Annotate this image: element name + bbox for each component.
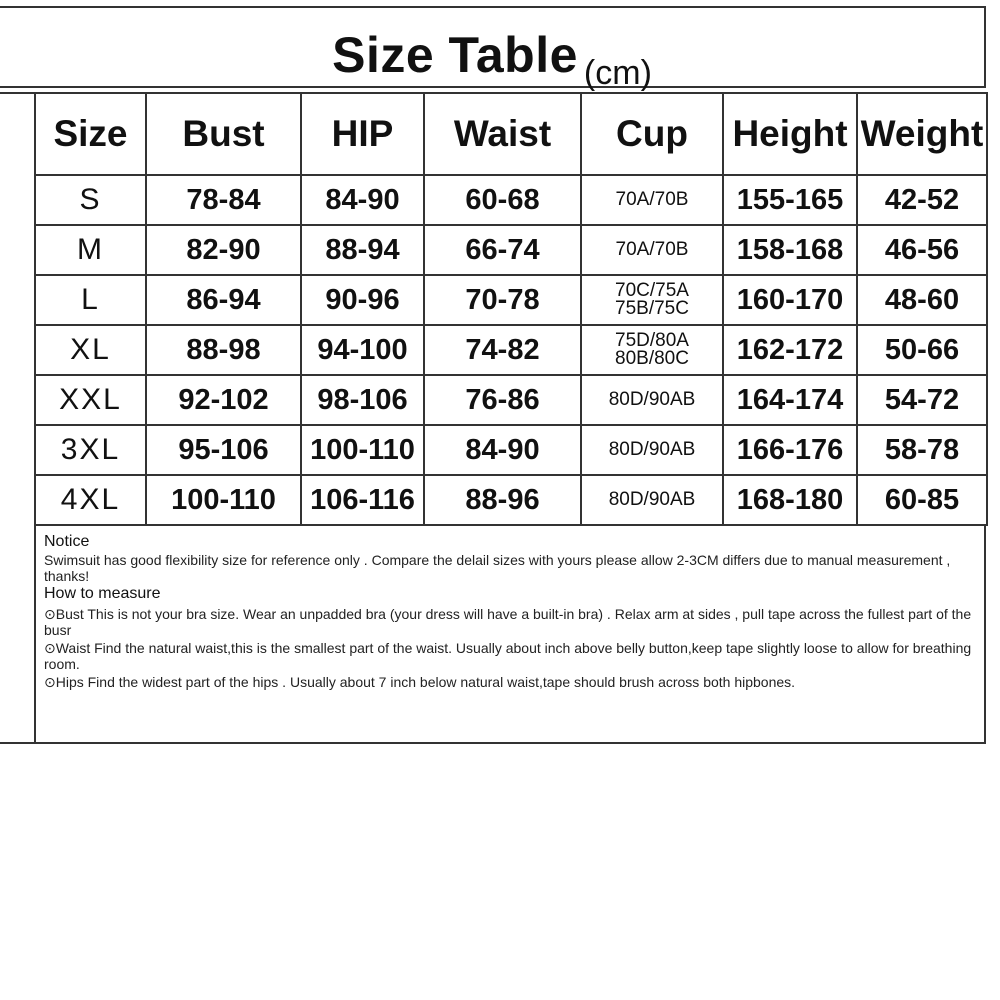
cup-line: 75D/80A [615, 330, 689, 351]
table-row [35, 325, 987, 375]
cup-line: 70A/70B [615, 239, 689, 260]
cell-cup [581, 475, 723, 525]
table-row [35, 225, 987, 275]
cup-line: 80D/90AB [608, 489, 696, 510]
cell-cup [581, 175, 723, 225]
title-main: Size Table [332, 27, 578, 83]
cell-waist: 70-78 [424, 275, 581, 325]
cell-bust: 92-102 [146, 375, 301, 425]
cell-waist: 60-68 [424, 175, 581, 225]
cell-height: 168-180 [723, 475, 857, 525]
cell-hip: 98-106 [301, 375, 424, 425]
cell-size: S [35, 175, 146, 225]
cell-bust: 95-106 [146, 425, 301, 475]
cell-size: 3XL [35, 425, 146, 475]
measure-waist: ⊙Waist Find the natural waist,this is the smallest part of the waist. Usually about inch above belly button,keep tape slightly loose to allow for breathing room. [44, 640, 972, 672]
measure-bust: ⊙Bust This is not your bra size. Wear an unpadded bra (your dress will have a built-in bra) . Relax arm at sides , pull tape across the fullest part of the busr [44, 606, 972, 638]
cell-size: XL [35, 325, 146, 375]
cell-height: 158-168 [723, 225, 857, 275]
cell-bust: 82-90 [146, 225, 301, 275]
cup-line: 80D/90AB [608, 389, 696, 410]
table-row [35, 375, 987, 425]
cell-waist: 76-86 [424, 375, 581, 425]
header-bust: Bust [146, 93, 301, 175]
cell-cup [581, 275, 723, 325]
cell-height: 160-170 [723, 275, 857, 325]
measure-heading: How to measure [44, 585, 161, 602]
cup-line: 80B/80C [615, 348, 689, 369]
cell-weight: 42-52 [857, 175, 987, 225]
cell-hip: 90-96 [301, 275, 424, 325]
cell-waist: 84-90 [424, 425, 581, 475]
cell-height: 155-165 [723, 175, 857, 225]
table-row [35, 475, 987, 525]
header-size: Size [35, 93, 146, 175]
cell-cup [581, 225, 723, 275]
cell-weight: 60-85 [857, 475, 987, 525]
cell-waist: 74-82 [424, 325, 581, 375]
cell-weight: 58-78 [857, 425, 987, 475]
table-body [35, 175, 987, 525]
cell-weight: 54-72 [857, 375, 987, 425]
cell-waist: 88-96 [424, 475, 581, 525]
cell-size: L [35, 275, 146, 325]
cell-waist: 66-74 [424, 225, 581, 275]
cup-line: 80D/90AB [608, 439, 696, 460]
cell-bust: 100-110 [146, 475, 301, 525]
cell-bust: 88-98 [146, 325, 301, 375]
table-row [35, 175, 987, 225]
table-row [35, 275, 987, 325]
cell-hip: 84-90 [301, 175, 424, 225]
cell-cup [581, 325, 723, 375]
cell-weight: 46-56 [857, 225, 987, 275]
notice-text: Swimsuit has good flexibility size for reference only . Compare the delail sizes with yours please allow 2-3CM differs due to manual measurement , thanks! [44, 552, 951, 584]
title-box [0, 6, 986, 92]
header-weight: Weight [857, 93, 987, 175]
header-height: Height [723, 93, 857, 175]
cell-cup [581, 375, 723, 425]
cell-weight: 48-60 [857, 275, 987, 325]
cell-hip: 106-116 [301, 475, 424, 525]
title-unit: (cm) [583, 54, 652, 92]
cell-bust: 86-94 [146, 275, 301, 325]
cell-size: XXL [35, 375, 146, 425]
cell-size: 4XL [35, 475, 146, 525]
cup-line: 70C/75A [615, 280, 689, 301]
left-frame-edge [0, 92, 34, 744]
cell-hip: 88-94 [301, 225, 424, 275]
cell-hip: 94-100 [301, 325, 424, 375]
cell-height: 164-174 [723, 375, 857, 425]
table-row [35, 425, 987, 475]
cell-cup [581, 425, 723, 475]
cell-height: 166-176 [723, 425, 857, 475]
cup-line: 75B/75C [615, 298, 689, 319]
header-waist: Waist [424, 93, 581, 175]
cell-bust: 78-84 [146, 175, 301, 225]
cell-size: M [35, 225, 146, 275]
notice-section [34, 524, 986, 744]
size-table [34, 92, 988, 526]
header-cup: Cup [581, 93, 723, 175]
cell-height: 162-172 [723, 325, 857, 375]
page-title [0, 26, 984, 92]
notice-heading: Notice [44, 533, 90, 550]
header-hip: HIP [301, 93, 424, 175]
cup-line: 70A/70B [615, 189, 689, 210]
header-row [35, 93, 987, 175]
cell-weight: 50-66 [857, 325, 987, 375]
cell-hip: 100-110 [301, 425, 424, 475]
measure-hips: ⊙Hips Find the widest part of the hips . Usually about 7 inch below natural waist,tape should brush across both hipbones. [44, 674, 796, 690]
